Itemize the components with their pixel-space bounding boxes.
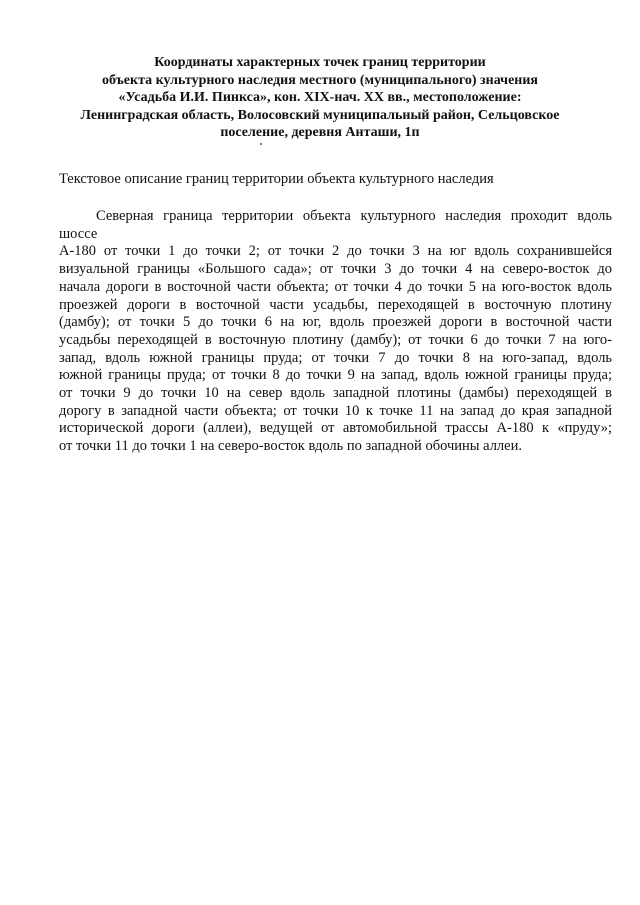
body-line: проезжей дороги в восточной части усадьбы, переходящей в восточную плотину [59,296,612,313]
title-line: поселение, деревня Анташи, 1п [220,125,420,140]
body-line: А-180 от точки 1 до точки 2; от точки 2 до точки 3 на юг вдоль сохранившейся [59,243,612,260]
body-line: от точки 11 до точки 1 на северо-восток вдоль по западной обочины аллеи. [59,438,522,455]
body-line: Северная граница территории объекта культурного наследия проходит вдоль [96,208,612,224]
section-subtitle: Текстовое описание границ территории объекта культурного наследия [59,171,494,187]
title-line: «Усадьба И.И. Пинкса», кон. XIX-нач. XX вв., местоположение: [118,90,522,105]
body-line: визуальной границы «Большого сада»; от точки 3 до точки 4 на северо-восток до [59,261,612,278]
title-line: Координаты характерных точек границ территории [154,55,486,70]
body-line: усадьбы переходящей в восточную плотину (дамбу); от точки 6 до точки 7 на юго- [59,331,612,348]
title-line: объекта культурного наследия местного (муниципального) значения [101,72,538,88]
boundary-description [59,208,612,456]
body-line: (дамбу); от точки 5 до точки 6 на юг, вдоль проезжей дороги в восточной части [59,314,612,331]
body-line: исторической дороги (аллеи), ведущей от автомобильной трассы А-180 к «пруду»; [59,420,612,437]
document-title [40,54,600,142]
title-line: Ленинградская область, Волосовский муниципальный район, Сельцовское [80,107,560,123]
body-line: от точки 9 до точки 10 на север вдоль западной плотины (дамбы) переходящей в [59,385,612,402]
body-line: южной границы пруда; от точки 8 до точки 9 на запад, вдоль южной границы пруда; [59,367,612,384]
body-line: запад, вдоль южной границы пруда; от точки 7 до точки 8 на юго-запад, вдоль [59,349,612,366]
scan-speck [260,143,262,145]
body-line: шоссе [59,225,98,242]
body-line: начала дороги в восточной части объекта; от точки 4 до точки 5 на юго-восток вдоль [59,278,612,295]
body-line: дорогу в западной части объекта; от точки 10 к точке 11 на запад до края западной [59,402,612,419]
